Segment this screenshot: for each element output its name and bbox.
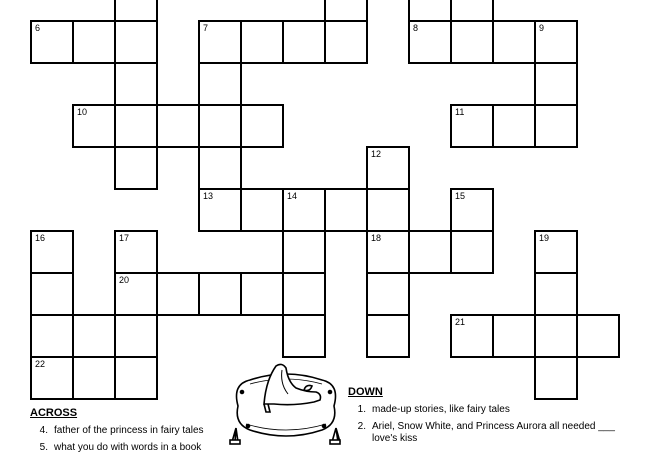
crossword-cell[interactable] xyxy=(366,188,410,232)
crossword-cell[interactable] xyxy=(114,20,158,64)
clue-number: 13 xyxy=(203,191,214,201)
crossword-cell[interactable] xyxy=(534,230,578,274)
crossword-cell[interactable] xyxy=(198,146,242,190)
clue-number: 21 xyxy=(455,317,466,327)
clue-number: 2. xyxy=(357,421,366,432)
across-clue xyxy=(30,425,330,437)
across-clue xyxy=(30,442,330,454)
crossword-cell[interactable] xyxy=(30,356,74,400)
crossword-cell[interactable] xyxy=(408,230,452,274)
crossword-cell[interactable] xyxy=(282,314,326,358)
crossword-cell[interactable] xyxy=(576,314,620,358)
crossword-cell[interactable] xyxy=(534,272,578,316)
clue-number: 19 xyxy=(539,233,550,243)
clue-number: 1. xyxy=(357,404,366,415)
crossword-cell[interactable] xyxy=(450,104,494,148)
crossword-cell[interactable] xyxy=(282,188,326,232)
clue-number: 11 xyxy=(455,107,465,117)
crossword-cell[interactable] xyxy=(492,104,536,148)
crossword-cell[interactable] xyxy=(114,104,158,148)
crossword-cell[interactable] xyxy=(114,146,158,190)
crossword-cell[interactable] xyxy=(72,356,116,400)
clue-text: made-up stories, like fairy tales xyxy=(372,404,510,415)
crossword-cell[interactable] xyxy=(450,230,494,274)
crossword-cell[interactable] xyxy=(30,230,74,274)
crossword-cell[interactable] xyxy=(282,20,326,64)
clue-number: 14 xyxy=(287,191,298,201)
crossword-cell[interactable] xyxy=(534,104,578,148)
crossword-cell[interactable] xyxy=(492,20,536,64)
crossword-cell[interactable] xyxy=(240,104,284,148)
crossword-cell[interactable] xyxy=(282,272,326,316)
clue-number: 5. xyxy=(39,442,48,453)
crossword-cell[interactable] xyxy=(114,230,158,274)
crossword-cell[interactable] xyxy=(114,356,158,400)
clue-text: what you do with words in a book xyxy=(54,442,202,453)
crossword-cell[interactable] xyxy=(324,0,368,22)
crossword-cell[interactable] xyxy=(72,20,116,64)
crossword-cell[interactable] xyxy=(534,20,578,64)
crossword-cell[interactable] xyxy=(72,104,116,148)
crossword-cell[interactable] xyxy=(366,272,410,316)
clue-number: 22 xyxy=(35,359,46,369)
across-heading: ACROSS xyxy=(30,407,78,419)
crossword-cell[interactable] xyxy=(408,0,452,22)
crossword-cell[interactable] xyxy=(324,188,368,232)
crossword-cell[interactable] xyxy=(534,62,578,106)
across-clues xyxy=(30,407,330,459)
crossword-cell[interactable] xyxy=(156,104,200,148)
clue-number: 8 xyxy=(413,23,419,33)
crossword-cell[interactable] xyxy=(198,188,242,232)
crossword-cell[interactable] xyxy=(240,188,284,232)
crossword-cell[interactable] xyxy=(114,0,158,22)
crossword-cell[interactable] xyxy=(366,314,410,358)
clue-number: 7 xyxy=(203,23,209,33)
crossword-cell[interactable] xyxy=(114,272,158,316)
crossword-cell[interactable] xyxy=(198,272,242,316)
crossword-cell[interactable] xyxy=(30,20,74,64)
crossword-cell[interactable] xyxy=(198,20,242,64)
clue-number: 16 xyxy=(35,233,46,243)
down-clue xyxy=(348,421,638,445)
crossword-cell[interactable] xyxy=(72,314,116,358)
crossword-cell[interactable] xyxy=(492,314,536,358)
crossword-cell[interactable] xyxy=(450,188,494,232)
crossword-cell[interactable] xyxy=(450,20,494,64)
clue-number: 17 xyxy=(119,233,130,243)
down-clue xyxy=(348,404,638,416)
clue-number: 10 xyxy=(77,107,88,117)
crossword-cell[interactable] xyxy=(366,146,410,190)
crossword-cell[interactable] xyxy=(156,272,200,316)
crossword-cell[interactable] xyxy=(30,314,74,358)
crossword-cell[interactable] xyxy=(450,314,494,358)
clue-number: 12 xyxy=(371,149,382,159)
clue-number: 4. xyxy=(39,425,48,436)
clue-text: Ariel, Snow White, and Princess Aurora all needed ___ love's kiss xyxy=(372,421,615,444)
clue-text: father of the princess in fairy tales xyxy=(54,425,204,436)
clue-number: 15 xyxy=(455,191,466,201)
down-clues xyxy=(348,386,638,450)
crossword-cell[interactable] xyxy=(114,62,158,106)
crossword-cell[interactable] xyxy=(534,314,578,358)
crossword-cell[interactable] xyxy=(408,20,452,64)
crossword-cell[interactable] xyxy=(198,62,242,106)
crossword-cell[interactable] xyxy=(324,20,368,64)
down-heading: DOWN xyxy=(348,386,383,398)
crossword-cell[interactable] xyxy=(114,314,158,358)
crossword-cell[interactable] xyxy=(240,272,284,316)
crossword-cell[interactable] xyxy=(240,20,284,64)
clue-number: 9 xyxy=(539,23,545,33)
crossword-cell[interactable] xyxy=(450,0,494,22)
crossword-cell[interactable] xyxy=(198,104,242,148)
crossword-cell[interactable] xyxy=(366,230,410,274)
clue-number: 18 xyxy=(371,233,382,243)
clue-number: 6 xyxy=(35,23,41,33)
clue-number: 20 xyxy=(119,275,130,285)
crossword-cell[interactable] xyxy=(282,230,326,274)
crossword-cell[interactable] xyxy=(30,272,74,316)
